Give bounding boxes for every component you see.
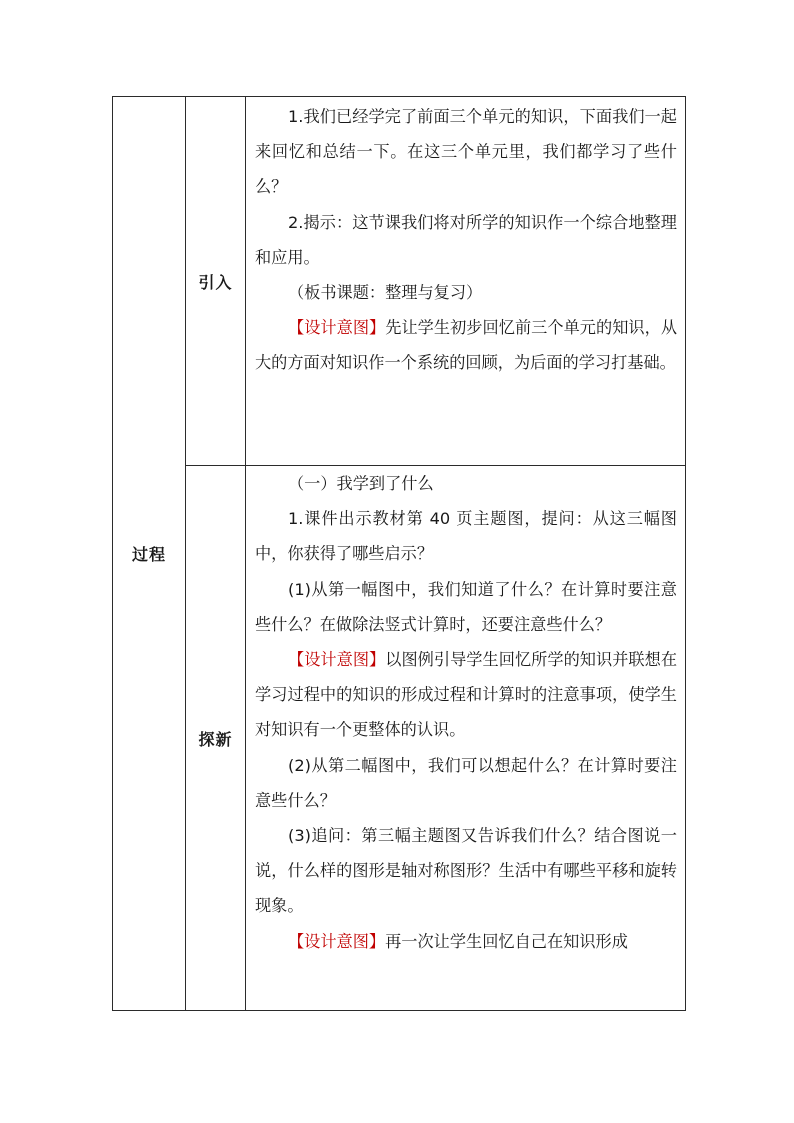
paragraph-text: （一）我学到了什么 (288, 474, 434, 493)
stage-cell (113, 97, 186, 1011)
explore-paragraph-3 (255, 572, 677, 642)
content-cell-explore (246, 466, 686, 1011)
design-intent-tag: 【设计意图】 (288, 931, 386, 951)
explore-paragraph-4 (255, 642, 677, 748)
explore-paragraph-1 (255, 466, 677, 501)
lesson-plan-table (112, 96, 686, 1011)
explore-paragraph-5 (255, 748, 677, 818)
paragraph-text: 1.课件出示教材第 40 页主题图，提问：从这三幅图中，你获得了哪些启示？ (255, 509, 677, 564)
paragraph-text: 1.我们已经学完了前面三个单元的知识，下面我们一起来回忆和总结一下。在这三个单元里，我们都学习了些什么？ (255, 107, 677, 197)
paragraph-text: 再一次让学生回忆自己在知识形成 (385, 931, 628, 951)
stage-label: 过程 (131, 545, 166, 564)
table-row-intro (113, 97, 686, 466)
content-intro (246, 97, 685, 381)
section-label-explore: 探新 (198, 729, 233, 749)
paragraph-text: 以图例引导学生回忆所学的知识并联想在学习过程中的知识的形成过程和计算时的注意事项，使学生对知识有一个更整体的认识。 (255, 650, 678, 740)
intro-paragraph-3 (255, 275, 677, 310)
explore-paragraph-2 (255, 501, 677, 571)
section-cell-intro (186, 97, 246, 466)
content-explore (246, 466, 685, 959)
section-label-intro: 引入 (198, 272, 233, 292)
content-cell-intro (246, 97, 686, 466)
paragraph-text: (1)从第一幅图中，我们知道了什么？在计算时要注意些什么？在做除法竖式计算时，还要注意些什么？ (255, 579, 677, 634)
paragraph-text: 2.揭示：这节课我们将对所学的知识作一个综合地整理和应用。 (255, 212, 677, 267)
intro-paragraph-1 (255, 99, 677, 205)
section-cell-explore (186, 466, 246, 1011)
paragraph-text: (2)从第二幅图中，我们可以想起什么？在计算时要注意些什么？ (255, 755, 677, 810)
paragraph-text: (3)追问：第三幅主题图又告诉我们什么？结合图说一说，什么样的图形是轴对称图形？生活中有哪些平移和旋转现象。 (255, 826, 677, 916)
intro-paragraph-2 (255, 205, 677, 275)
explore-paragraph-6 (255, 818, 677, 924)
paragraph-text: （板书课题：整理与复习） (288, 283, 483, 303)
design-intent-tag: 【设计意图】 (288, 650, 386, 670)
explore-paragraph-7 (255, 924, 677, 959)
table-row-explore (113, 466, 686, 1011)
intro-paragraph-4 (255, 310, 677, 380)
paragraph-text: 先让学生初步回忆前三个单元的知识，从大的方面对知识作一个系统的回顾，为后面的学习打基础。 (255, 318, 678, 373)
design-intent-tag: 【设计意图】 (288, 318, 386, 338)
